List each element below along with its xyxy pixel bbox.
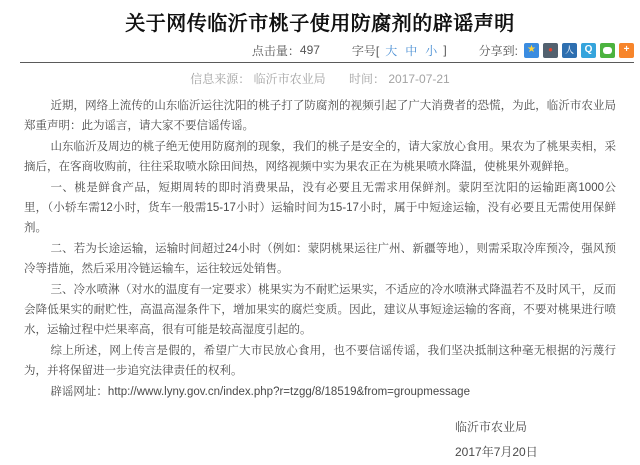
time-value: 2017-07-21 [388, 72, 450, 86]
hit-counter [252, 42, 320, 59]
article-body [0, 96, 640, 402]
signature-block [0, 415, 640, 465]
font-size-label: 字号[ [351, 43, 380, 58]
wechat-bubble-shape [603, 47, 612, 54]
paragraph-point-1: 一、桃是鲜食产品，短期周转的即时消费果品，没有必要且无需求用保鲜剂。蒙阴至沈阳的运输距离1000公里，（小轿车需12小时，货车一般需15-17小时）运输时间为15-17小时，属于中短途运输，没有必要且无需使用保鲜剂。 [24, 182, 616, 234]
page-title: 关于网传临沂市桃子使用防腐剂的辟谣声明 [125, 13, 515, 35]
source-info-row [0, 70, 640, 87]
paragraph-point-3: 三、冷水喷淋（对水的温度有一定要求）桃果实为不耐贮运果实，不适应的冷水喷淋式降温若不及时风干，反而会降低果实的耐贮性，高温高湿条件下，增加果实的腐烂变质。因此，建议从事短途运输的客商，不要对桃果进行喷水，运输过程中烂果率高，很有可能是较高湿度引起的。 [24, 284, 616, 336]
paragraph-statement: 山东临沂及周边的桃子绝无使用防腐剂的现象，我们的桃子是安全的，请大家放心食用。果农为了桃果卖相，采摘后，在客商收购前，往往采取喷水除田间热，网络视频中实为果农正在为桃果喷水降温，使桃果外观鲜艳。 [24, 141, 616, 173]
signature-org: 临沂市农业局 [455, 420, 528, 434]
font-size-large-button[interactable]: 大 [385, 43, 398, 58]
paragraph-rumor-url: 辟谣网址：http://www.lyny.gov.cn/index.php?r=tzgg/8/18519&from=groupmessage [50, 386, 470, 398]
font-size-control [350, 42, 449, 59]
font-size-medium-button[interactable]: 中 [405, 43, 418, 58]
share-label: 分享到: [478, 43, 518, 58]
header-divider [20, 62, 634, 63]
qzone-share-icon[interactable]: ★ [524, 43, 539, 58]
paragraph-intro: 近期，网络上流传的山东临沂运往沈阳的桃子打了防腐剂的视频引起了广大消费者的恐慌，为此，临沂市农业局郑重声明：此为谣言，请大家不要信谣传谣。 [24, 100, 616, 132]
wechat-share-icon[interactable] [600, 43, 615, 58]
hit-counter-label: 点击量： [251, 43, 300, 58]
paragraph-conclusion: 综上所述，网上传言是假的，希望广大市民放心食用，也不要信谣传谣，我们坚决抵制这种毫无根据的污蔑行为，并将保留进一步追究法律责任的权利。 [24, 345, 616, 377]
time-label: 时间： [348, 72, 385, 86]
signature-date: 2017年7月20日 [455, 445, 538, 459]
source-value: 临沂市农业局 [253, 72, 326, 86]
weibo-share-icon[interactable]: ● [543, 43, 558, 58]
source-info [190, 72, 329, 86]
time-info [349, 72, 450, 86]
paragraph-point-2: 二、若为长途运输，运输时间超过24小时（例如：蒙阴桃果运往广州、新疆等地），则需采取冷库预冷，强风预冷等措施，然后采用冷链运输车，运往较远处销售。 [24, 243, 616, 275]
meta-toolbar [0, 41, 640, 59]
hit-counter-value: 497 [299, 43, 320, 57]
article-page [0, 12, 640, 459]
qq-weibo-share-icon[interactable]: Q [581, 43, 596, 58]
renren-share-icon[interactable]: 人 [562, 43, 577, 58]
more-share-icon[interactable]: + [619, 43, 634, 58]
share-bar [479, 42, 634, 59]
source-label: 信息来源： [190, 72, 251, 86]
font-size-bracket-close: ] [443, 43, 447, 57]
font-size-small-button[interactable]: 小 [425, 43, 438, 58]
